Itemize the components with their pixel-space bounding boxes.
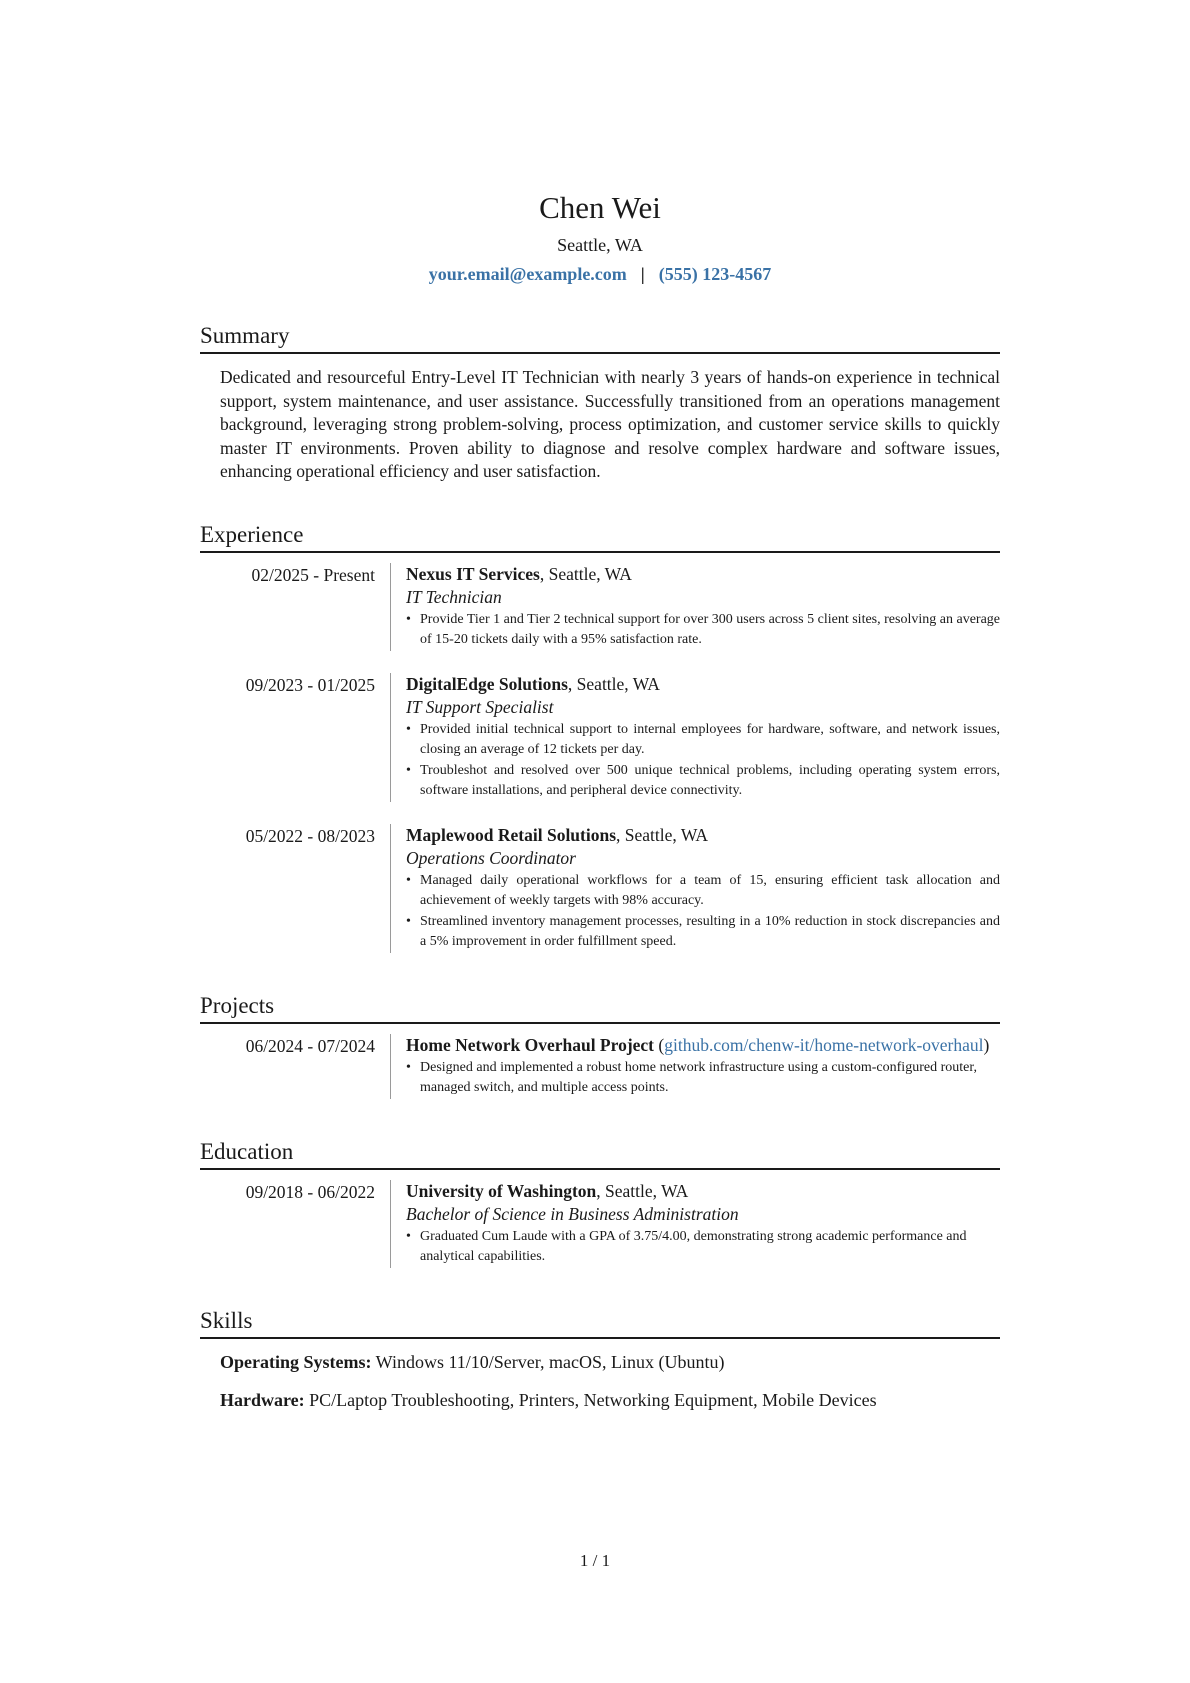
- resume-header: [200, 188, 1000, 287]
- entry-bullets: [406, 610, 1000, 651]
- bullet-item: • Streamlined inventory management processes, resulting in a 10% reduction in stock discrepancies and a 5% improvement in order fulfillment speed.: [406, 912, 1000, 953]
- resume-page: [200, 188, 1000, 1426]
- bullet-item: • Managed daily operational workflows for a team of 15, ensuring efficient task allocation and achievement of weekly targets with 98% accuracy.: [406, 871, 1000, 912]
- projects-section: [200, 991, 1000, 1099]
- entry-date: 09/2018 - 06/2022: [245, 1181, 375, 1202]
- paren-open: (: [658, 1034, 665, 1055]
- bullet-item: • Graduated Cum Laude with a GPA of 3.75/4.00, demonstrating strong academic performance and analytical capabilities.: [406, 1227, 1000, 1268]
- section-title-summary: Summary: [200, 321, 1000, 354]
- entry-date: 06/2024 - 07/2024: [245, 1035, 375, 1056]
- entry-body: [390, 1180, 1000, 1268]
- skills-label: Hardware:: [220, 1389, 305, 1410]
- experience-entry: [200, 824, 1000, 953]
- skills-value: Windows 11/10/Server, macOS, Linux (Ubuntu): [371, 1351, 725, 1372]
- entry-organization: University of Washington: [406, 1180, 597, 1201]
- entry-location: , Seattle, WA: [567, 673, 660, 694]
- skills-row: [220, 1388, 1000, 1412]
- entry-role: IT Technician: [406, 586, 502, 607]
- section-title-experience: Experience: [200, 520, 1000, 553]
- skills-list: [220, 1350, 1000, 1412]
- contact-separator: |: [640, 264, 645, 284]
- entry-degree: Bachelor of Science in Business Administration: [406, 1203, 739, 1224]
- section-title-skills: Skills: [200, 1306, 1000, 1339]
- page-number: 1 / 1: [579, 1551, 611, 1570]
- entry-body: [390, 1034, 1000, 1099]
- bullet-item: • Provide Tier 1 and Tier 2 technical support for over 300 users across 5 client sites, resolving an average of 15-20 tickets daily with a 95% satisfaction rate.: [406, 610, 1000, 651]
- bullet-item: • Designed and implemented a robust home network infrastructure using a custom-configured router, managed switch, and multiple access points.: [406, 1058, 1000, 1099]
- entry-role: Operations Coordinator: [406, 847, 576, 868]
- experience-entry: [200, 563, 1000, 651]
- paren-close: ): [983, 1034, 990, 1055]
- contact-line: [200, 261, 1000, 287]
- skills-section: [200, 1306, 1000, 1412]
- summary-text: Dedicated and resourceful Entry-Level IT Technician with nearly 3 years of hands-on experience in technical support, system maintenance, and user assistance. Successfully transitioned from an operations management background, leveraging strong problem-solving, process optimization, and customer service skills to quickly master IT environments. Proven ability to diagnose and resolve complex hardware and software issues, enhancing operational efficiency and user satisfaction.: [220, 367, 1000, 481]
- skills-row: [220, 1350, 1000, 1374]
- entry-bullets: [406, 871, 1000, 953]
- bullet-item: • Troubleshot and resolved over 500 unique technical problems, including operating system errors, software installations, and peripheral device connectivity.: [406, 761, 1000, 802]
- section-title-projects: Projects: [200, 991, 1000, 1024]
- entry-location: , Seattle, WA: [539, 563, 632, 584]
- project-entry: [200, 1034, 1000, 1099]
- project-link[interactable]: github.com/chenw-it/home-network-overhaul: [664, 1034, 984, 1055]
- entry-role: IT Support Specialist: [406, 696, 554, 717]
- entry-date: 05/2022 - 08/2023: [245, 825, 375, 846]
- entry-location: , Seattle, WA: [596, 1180, 689, 1201]
- entry-organization: Nexus IT Services: [406, 563, 540, 584]
- email-link[interactable]: your.email@example.com: [428, 264, 627, 284]
- entry-date: 02/2025 - Present: [251, 564, 375, 585]
- candidate-location: Seattle, WA: [557, 235, 643, 255]
- experience-section: [200, 520, 1000, 953]
- project-name: Home Network Overhaul Project: [406, 1034, 655, 1055]
- skills-value: PC/Laptop Troubleshooting, Printers, Networking Equipment, Mobile Devices: [304, 1389, 877, 1410]
- candidate-name: Chen Wei: [539, 190, 661, 225]
- entry-bullets: [406, 1227, 1000, 1268]
- section-title-education: Education: [200, 1137, 1000, 1170]
- experience-entry: [200, 673, 1000, 802]
- entry-bullets: [406, 1058, 1000, 1099]
- entry-organization: DigitalEdge Solutions: [406, 673, 568, 694]
- entry-body: [390, 824, 1000, 953]
- entry-body: [390, 673, 1000, 802]
- entry-location: , Seattle, WA: [616, 824, 709, 845]
- bullet-item: • Provided initial technical support to internal employees for hardware, software, and network issues, closing an average of 12 tickets per day.: [406, 720, 1000, 761]
- summary-section: [200, 321, 1000, 484]
- entry-organization: Maplewood Retail Solutions: [406, 824, 617, 845]
- education-entry: [200, 1180, 1000, 1268]
- phone-link[interactable]: (555) 123-4567: [658, 264, 772, 284]
- entry-body: [390, 563, 1000, 651]
- entry-date: 09/2023 - 01/2025: [245, 674, 375, 695]
- education-section: [200, 1137, 1000, 1268]
- entry-bullets: [406, 720, 1000, 802]
- skills-label: Operating Systems:: [220, 1351, 372, 1372]
